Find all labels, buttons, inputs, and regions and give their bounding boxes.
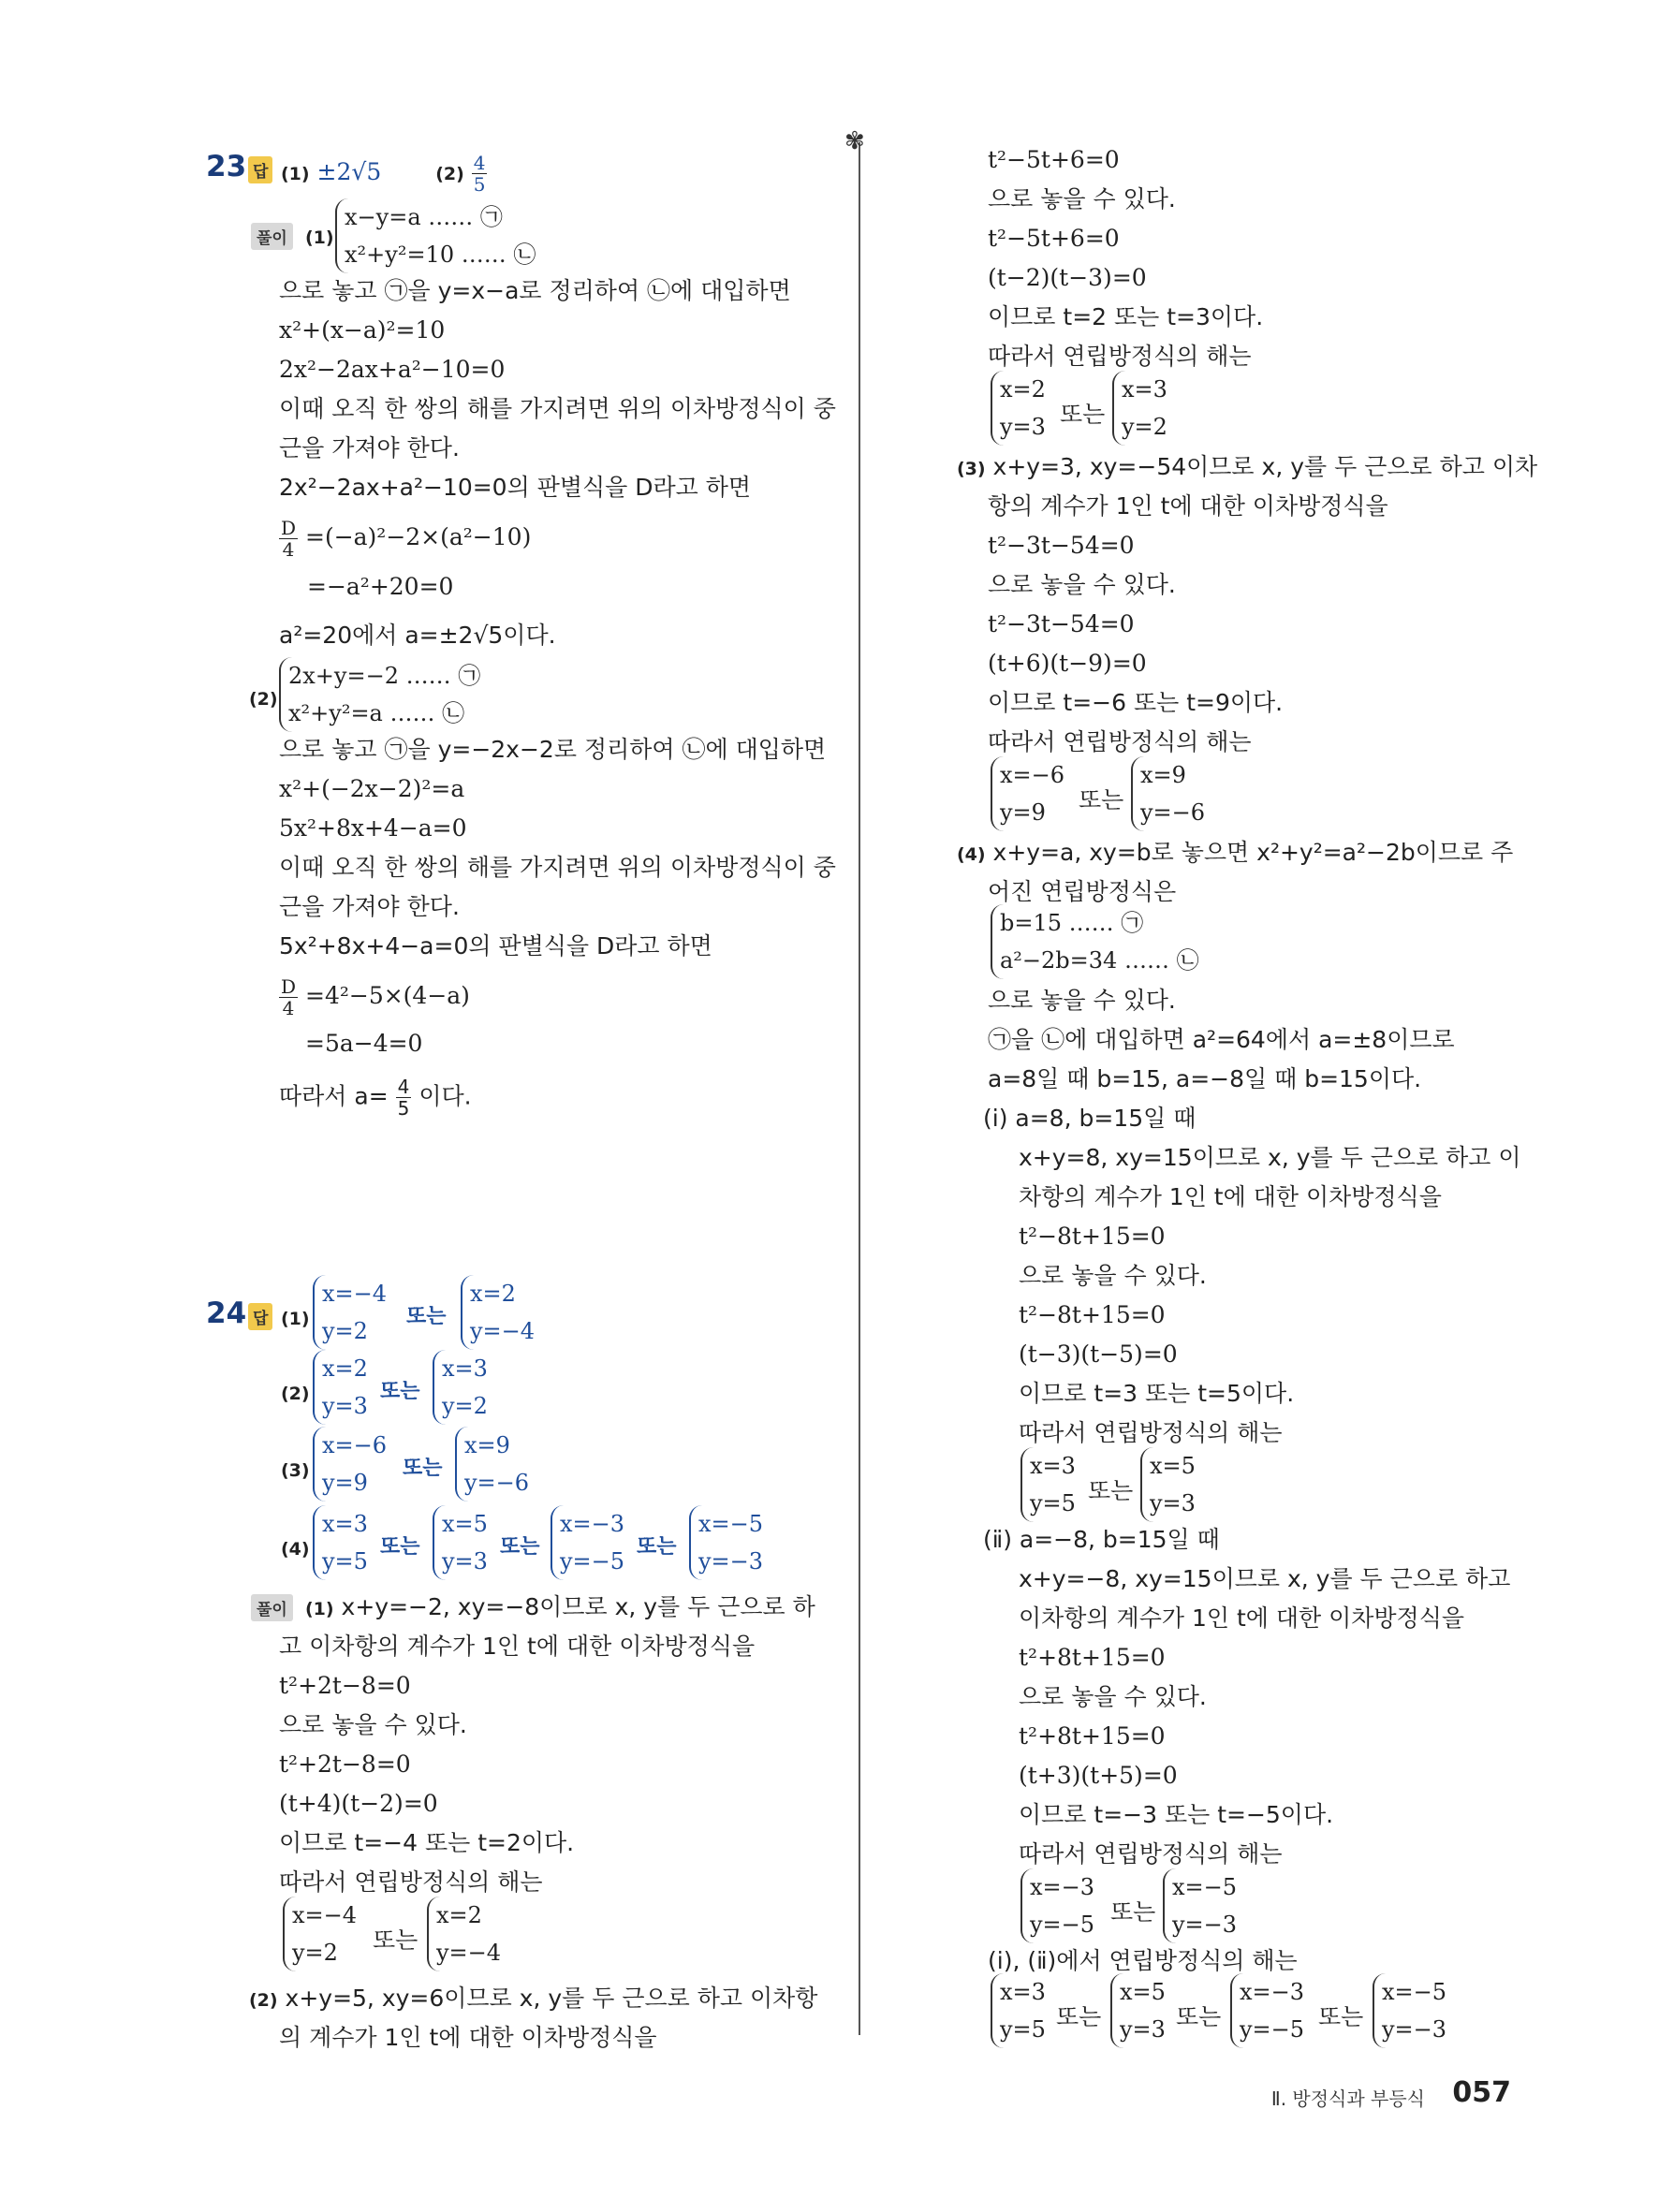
text-line: (4) x+y=a, xy=b로 놓으면 x²+y²=a²−2b이므로 주 [957,839,1514,866]
solution-system: x=−5 y=−3 [1373,1973,1446,2048]
text-line: 으로 놓을 수 있다. [1019,1683,1207,1710]
equation-line: x²+y²=a …… ㉡ [288,700,465,726]
text-line: 따라서 연립방정식의 해는 [279,1868,543,1896]
text-line: 으로 놓을 수 있다. [988,571,1176,598]
sub-label: (2) [249,689,278,710]
text-line: 으로 놓을 수 있다. [279,1711,467,1738]
text-line: 2x²−2ax+a²−10=0 [279,356,506,383]
divider-ornament-icon: ✾ [844,127,865,155]
text-line: t²−8t+15=0 [1019,1223,1166,1250]
text-line: 따라서 연립방정식의 해는 [1019,1840,1283,1868]
solution-system: x=−3 y=−5 [1020,1868,1094,1943]
text-line: 항의 계수가 1인 t에 대한 이차방정식을 [988,492,1388,520]
solution-system: x=3 y=5 [1020,1447,1076,1522]
text-line: (1) x+y=−2, xy=−8이므로 x, y를 두 근으로 하 [305,1593,815,1620]
text-line: 근을 가져야 한다. [279,893,460,920]
page-number: 057 [1452,2076,1511,2109]
text-line: a²=20에서 a=±2√5이다. [279,622,556,649]
text-line: t²−5t+6=0 [988,225,1120,252]
text-line: 따라서 연립방정식의 해는 [1019,1419,1283,1446]
text-line: t²+2t−8=0 [279,1672,411,1699]
column-divider [859,142,860,2035]
text-line: t²+8t+15=0 [1019,1722,1166,1750]
answer-system: x=9 y=−6 [455,1427,529,1502]
text-line: 으로 놓을 수 있다. [988,987,1176,1014]
text-line: t²+2t−8=0 [279,1751,411,1778]
answer-system: x=5 y=3 [433,1505,488,1580]
answer-label: (1) [281,164,310,184]
equation-system [279,657,480,732]
solution-system: x=2 y=3 [991,371,1046,446]
or-label: 또는 [403,1457,443,1480]
text-line: (3) x+y=3, xy=−54이므로 x, y를 두 근으로 하고 이차 [957,453,1538,480]
solution-system: x=−6 y=9 [991,756,1064,831]
solution-system: x=9 y=−6 [1131,756,1205,831]
text-line: 이므로 t=3 또는 t=5이다. [1019,1380,1295,1407]
solution-system: x=−5 y=−3 [1163,1868,1237,1943]
text-line: 이므로 t=2 또는 t=3이다. [988,303,1264,330]
or-label: 또는 [1318,2003,1364,2030]
or-label: 또는 [406,1305,447,1328]
text-line: (t+6)(t−9)=0 [988,650,1147,677]
equation-system [335,198,536,273]
text-line: 이므로 t=−6 또는 t=9이다. [988,689,1284,716]
answer-system: x=2 y=−4 [461,1275,535,1350]
answer-fraction: $\frac{4}{5}$ [473,152,486,196]
solution-badge: 풀이 [251,223,293,250]
solution-system: x=5 y=3 [1110,1973,1166,2048]
answer-label: (2) [435,164,464,184]
discriminant-line: $\frac{D}{4}$ =(−a)²−2×(a²−10) [281,517,532,561]
text-line: 이므로 t=−4 또는 t=2이다. [279,1829,575,1856]
solution-system: x=3 y=5 [991,1973,1046,2048]
text-line: 이차항의 계수가 1인 t에 대한 이차방정식을 [1019,1604,1464,1632]
text-line: t²−3t−54=0 [988,532,1135,559]
text-line: 이때 오직 한 쌍의 해를 가지려면 위의 이차방정식이 중 [279,854,836,881]
text-line: 2x²−2ax+a²−10=0의 판별식을 D라고 하면 [279,474,752,501]
or-label: 또는 [373,1926,418,1954]
equation-line: x²+y²=10 …… ㉡ [345,242,536,268]
text-line: t²+8t+15=0 [1019,1644,1166,1671]
answer-system: x=−3 y=−5 [551,1505,624,1580]
text-line: 따라서 연립방정식의 해는 [988,343,1252,370]
text-line: x²+(−2x−2)²=a [279,775,465,802]
equation-line: 2x+y=−2 …… ㉠ [288,663,481,689]
equation-line: x−y=a …… ㉠ [345,204,503,230]
text-line: (t−3)(t−5)=0 [1019,1340,1178,1368]
text-line: =5a−4=0 [305,1030,423,1057]
or-label: 또는 [380,1535,420,1559]
text-line: 으로 놓을 수 있다. [988,185,1176,212]
text-line: 의 계수가 1인 t에 대한 이차방정식을 [279,2024,657,2051]
solution-badge: 풀이 [251,1594,293,1621]
case-title: (ⅰ) a=8, b=15일 때 [983,1105,1197,1132]
answer-badge: 답 [248,1303,272,1330]
answer-system: x=−5 y=−3 [689,1505,763,1580]
or-label: 또는 [1056,2003,1102,2030]
text-line: 5x²+8x+4−a=0의 판별식을 D라고 하면 [279,932,712,960]
text-line: t²−5t+6=0 [988,146,1120,173]
text-line: (2) x+y=5, xy=6이므로 x, y를 두 근으로 하고 이차항 [249,1985,818,2012]
or-label: 또는 [1088,1477,1134,1504]
problem-number-23: 23 [206,150,247,183]
solution-system: x=−4 y=2 [283,1897,357,1971]
text-line: x+y=8, xy=15이므로 x, y를 두 근으로 하고 이 [1019,1144,1521,1171]
answer-system: x=3 y=5 [313,1505,368,1580]
text-line: 어진 연립방정식은 [988,878,1177,905]
solution-system: x=2 y=−4 [427,1897,501,1971]
text-line: 차항의 계수가 1인 t에 대한 이차방정식을 [1019,1183,1442,1210]
or-label: 또는 [637,1535,677,1559]
answer-23 [281,153,487,195]
chapter-label: Ⅱ. 방정식과 부등식 [1270,2087,1425,2110]
sub-label: (1) [281,1309,310,1329]
answer-value: ±2√5 [316,158,382,185]
solution-system: x=3 y=2 [1112,371,1167,446]
text-line: 따라서 연립방정식의 해는 [988,728,1252,755]
answer-system: x=−6 y=9 [313,1427,387,1502]
problem-number-24: 24 [206,1296,247,1330]
sub-label: (3) [281,1460,310,1481]
or-label: 또는 [500,1535,540,1559]
sub-label: (2) [281,1384,310,1404]
text-line: x+y=−8, xy=15이므로 x, y를 두 근으로 하고 [1019,1565,1511,1592]
text-line: (t+3)(t+5)=0 [1019,1762,1178,1789]
text-line: 으로 놓을 수 있다. [1019,1262,1207,1289]
result-line: 따라서 a= $\frac{4}{5}$ 이다. [279,1076,472,1120]
text-line: t²−8t+15=0 [1019,1301,1166,1328]
case-title: (ⅱ) a=−8, b=15일 때 [983,1526,1220,1553]
text-line: 이때 오직 한 쌍의 해를 가지려면 위의 이차방정식이 중 [279,395,836,422]
text-line: 으로 놓고 ㉠을 y=x−a로 정리하여 ㉡에 대입하면 [279,277,791,304]
sub-label: (4) [281,1539,310,1560]
sub-label: (1) [305,227,334,248]
or-label: 또는 [1079,786,1124,813]
text-line: 고 이차항의 계수가 1인 t에 대한 이차방정식을 [279,1633,756,1660]
or-label: 또는 [1110,1898,1156,1926]
or-label: 또는 [1060,401,1106,428]
text-line: t²−3t−54=0 [988,610,1135,637]
text-line: (t+4)(t−2)=0 [279,1790,438,1817]
text-line: (t−2)(t−3)=0 [988,264,1147,291]
or-label: 또는 [1176,2003,1222,2030]
text-line: x²+(x−a)²=10 [279,316,446,344]
text-line: 으로 놓고 ㉠을 y=−2x−2로 정리하여 ㉡에 대입하면 [279,736,827,763]
solution-system: x=−3 y=−5 [1230,1973,1304,2048]
text-line: 5x²+8x+4−a=0 [279,814,467,842]
equation-system: b=15 …… ㉠ a²−2b=34 …… ㉡ [991,904,1199,979]
text-line: =−a²+20=0 [307,573,454,600]
discriminant-line: $\frac{D}{4}$ =4²−5×(4−a) [281,975,470,1019]
answer-system: x=2 y=3 [313,1350,368,1425]
or-label: 또는 [380,1380,420,1403]
text-line: (ⅰ), (ⅱ)에서 연립방정식의 해는 [988,1947,1298,1974]
text-line: ㉠을 ㉡에 대입하면 a²=64에서 a=±8이므로 [988,1026,1455,1053]
solution-system: x=5 y=3 [1140,1447,1196,1522]
answer-badge: 답 [248,156,272,183]
text-line: a=8일 때 b=15, a=−8일 때 b=15이다. [988,1065,1422,1092]
text-line: 근을 가져야 한다. [279,434,460,461]
text-line: 이므로 t=−3 또는 t=−5이다. [1019,1801,1334,1828]
answer-system: x=3 y=2 [433,1350,488,1425]
answer-system: x=−4 y=2 [313,1275,387,1350]
